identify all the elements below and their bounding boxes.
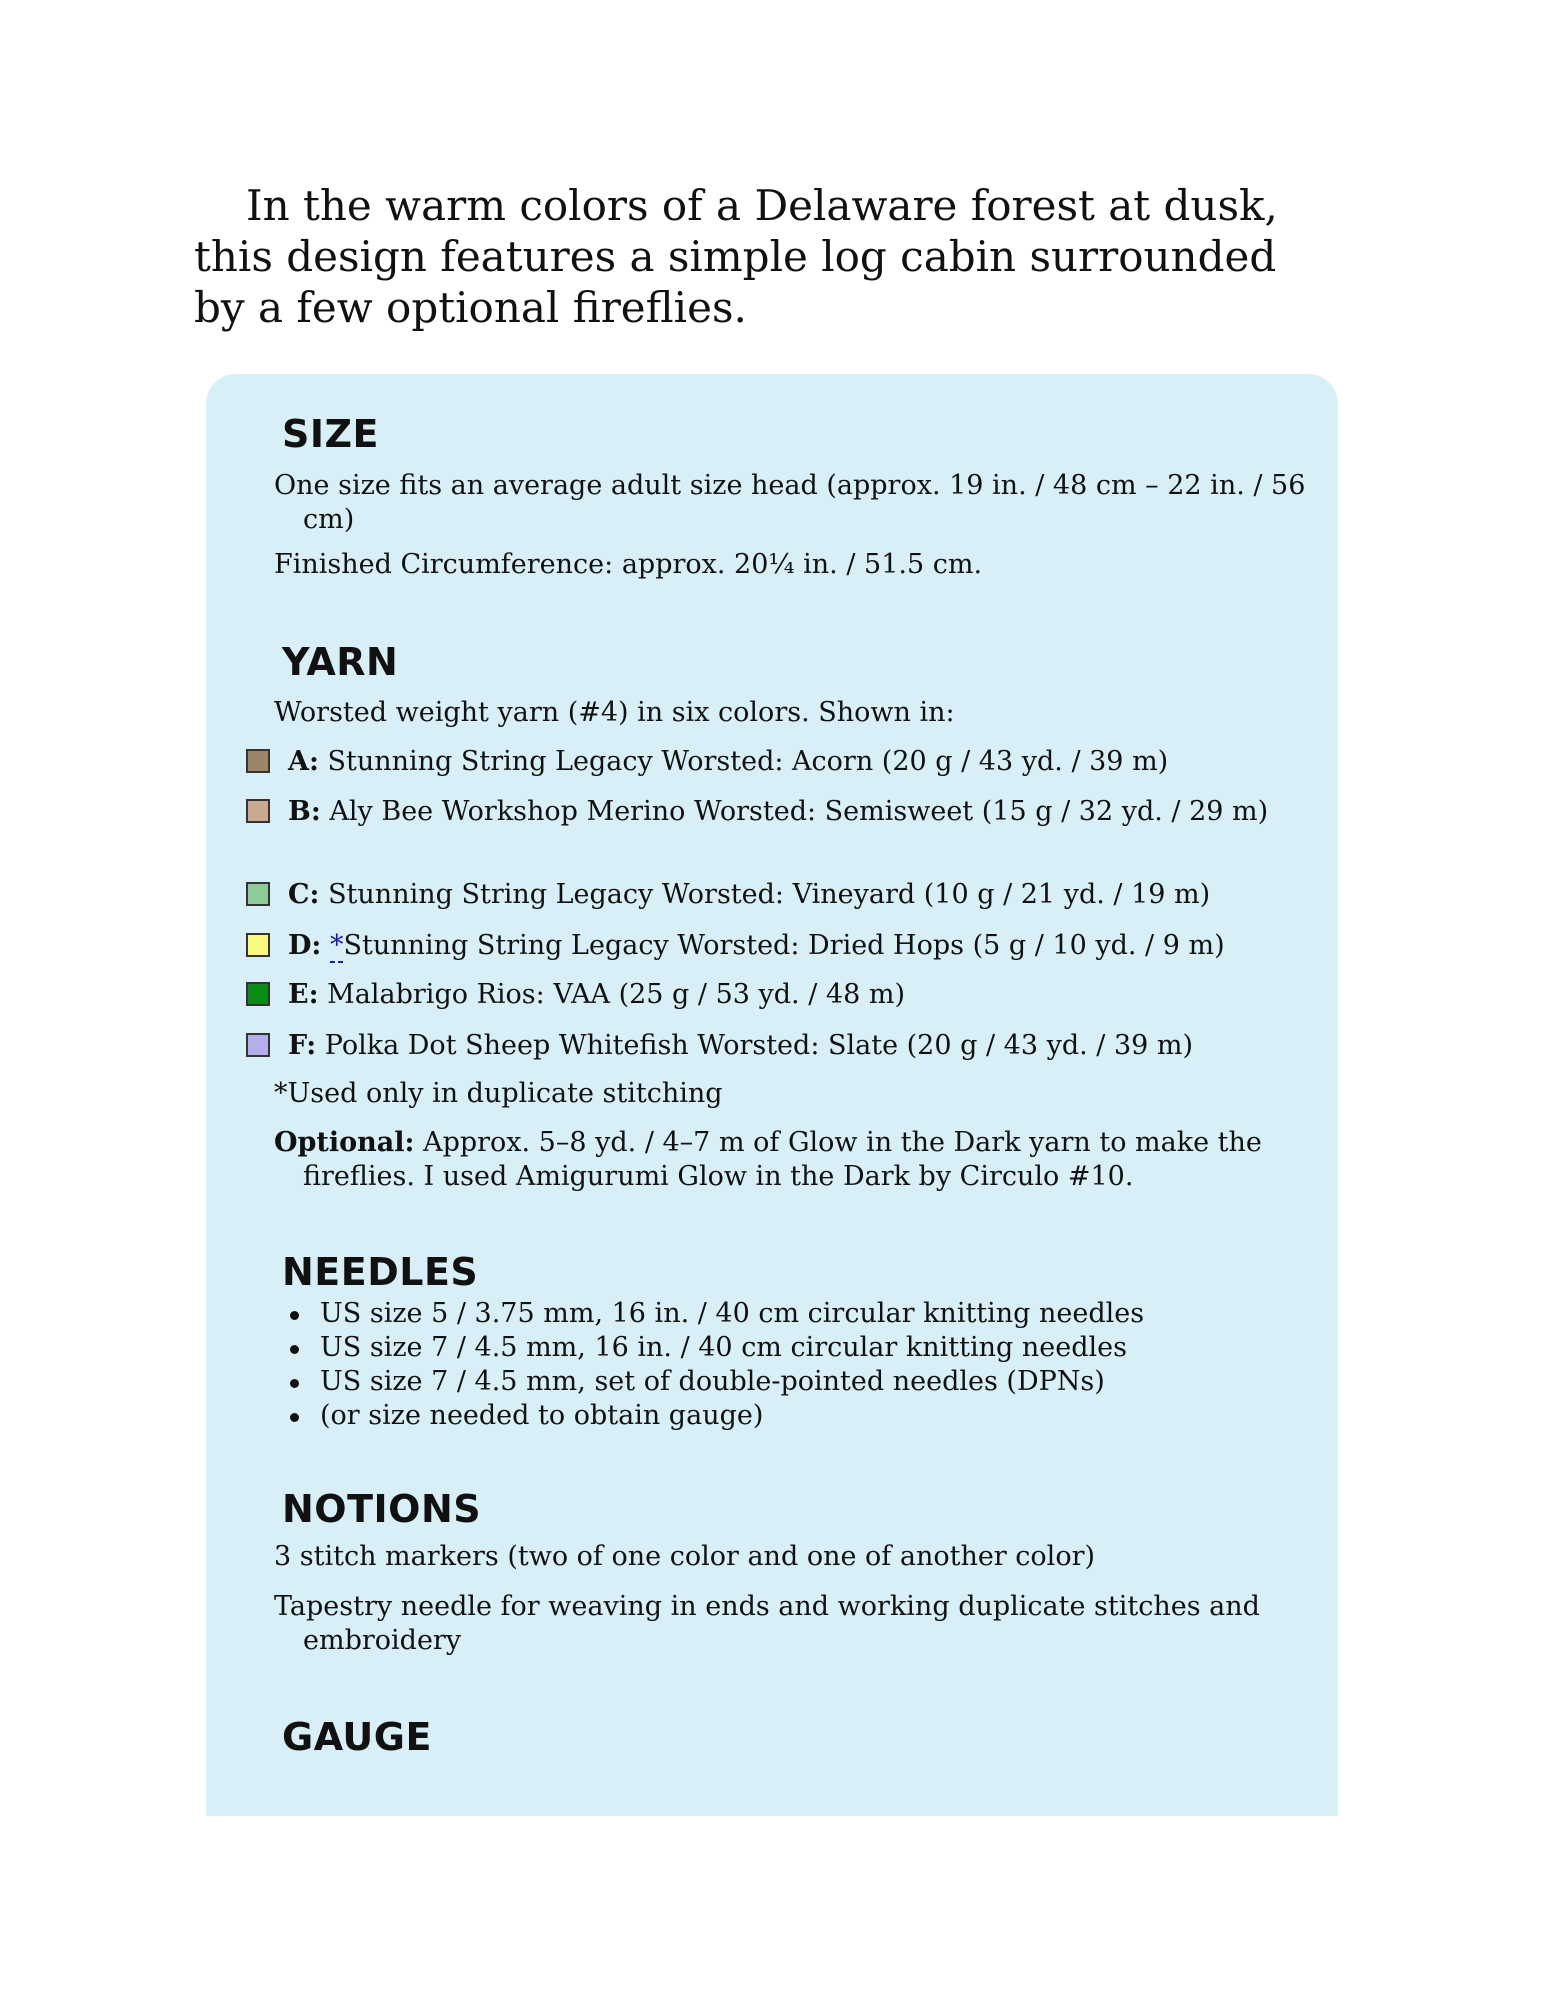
yarn-swatch-a (246, 749, 270, 773)
yarn-letter: E: (288, 979, 319, 1010)
list-item: US size 5 / 3.75 mm, 16 in. / 40 cm circular knitting needles (286, 1297, 1144, 1331)
list-item: US size 7 / 4.5 mm, 16 in. / 40 cm circular knitting needles (286, 1331, 1144, 1365)
yarn-letter: A: (288, 746, 319, 777)
yarn-footnote: *Used only in duplicate stitching (274, 1078, 723, 1109)
yarn-letter: C: (288, 879, 320, 910)
gauge-heading: GAUGE (282, 1715, 432, 1759)
size-heading: SIZE (282, 412, 380, 456)
needles-list (286, 1297, 1144, 1433)
yarn-item-c (246, 878, 1316, 912)
yarn-description: Stunning String Legacy Worsted: Acorn (20 g / 43 yd. / 39 m) (327, 746, 1169, 777)
yarn-item-f (246, 1029, 1316, 1063)
yarn-swatch-e (246, 982, 270, 1006)
yarn-description: Polka Dot Sheep Whitefish Worsted: Slate (20 g / 43 yd. / 39 m) (324, 1030, 1194, 1061)
optional-description: Approx. 5–8 yd. / 4–7 m of Glow in the Dark yarn to make the fireflies. I used Amigurumi Glow in the Dark by Circulo #10. (303, 1127, 1262, 1192)
size-fit-text: One size fits an average adult size head (approx. 19 in. / 48 cm – 22 in. / 56 cm) (274, 470, 1306, 535)
intro-paragraph: In the warm colors of a Delaware forest at dusk, this design features a simple log cabin surrounded by a few optional fireflies. (194, 181, 1278, 332)
needles-heading: NEEDLES (282, 1250, 479, 1294)
yarn-description: Aly Bee Workshop Merino Worsted: Semisweet (15 g / 32 yd. / 29 m) (329, 796, 1269, 827)
footnote-link[interactable]: * (329, 930, 344, 961)
yarn-intro-text: Worsted weight yarn (#4) in six colors. Shown in: (274, 697, 955, 728)
yarn-item-a (246, 745, 1316, 779)
yarn-swatch-d (246, 933, 270, 957)
yarn-description: Stunning String Legacy Worsted: Dried Hops (5 g / 10 yd. / 9 m) (343, 930, 1225, 961)
yarn-swatch-c (246, 882, 270, 906)
notions-markers-text: 3 stitch markers (two of one color and one of another color) (274, 1541, 1096, 1572)
yarn-swatch-b (246, 799, 270, 823)
yarn-letter: D: (288, 930, 322, 961)
yarn-item-e (246, 978, 1316, 1012)
optional-label: Optional: (274, 1127, 415, 1158)
yarn-item-d (246, 929, 1316, 963)
notions-heading: NOTIONS (282, 1487, 482, 1531)
notions-tapestry-text: Tapestry needle for weaving in ends and working duplicate stitches and embroidery (274, 1591, 1260, 1656)
yarn-letter: B: (288, 796, 321, 827)
size-circumference-text: Finished Circumference: approx. 20¼ in. / 51.5 cm. (274, 549, 983, 580)
yarn-description: Stunning String Legacy Worsted: Vineyard (10 g / 21 yd. / 19 m) (328, 879, 1211, 910)
yarn-heading: YARN (282, 640, 399, 684)
yarn-item-b (246, 795, 1316, 829)
optional-yarn-text (274, 1126, 1339, 1194)
list-item: US size 7 / 4.5 mm, set of double-pointed needles (DPNs) (286, 1365, 1144, 1399)
yarn-swatch-f (246, 1033, 270, 1057)
yarn-letter: F: (288, 1030, 317, 1061)
yarn-description: Malabrigo Rios: VAA (25 g / 53 yd. / 48 m) (327, 979, 905, 1010)
list-item: (or size needed to obtain gauge) (286, 1399, 1144, 1433)
